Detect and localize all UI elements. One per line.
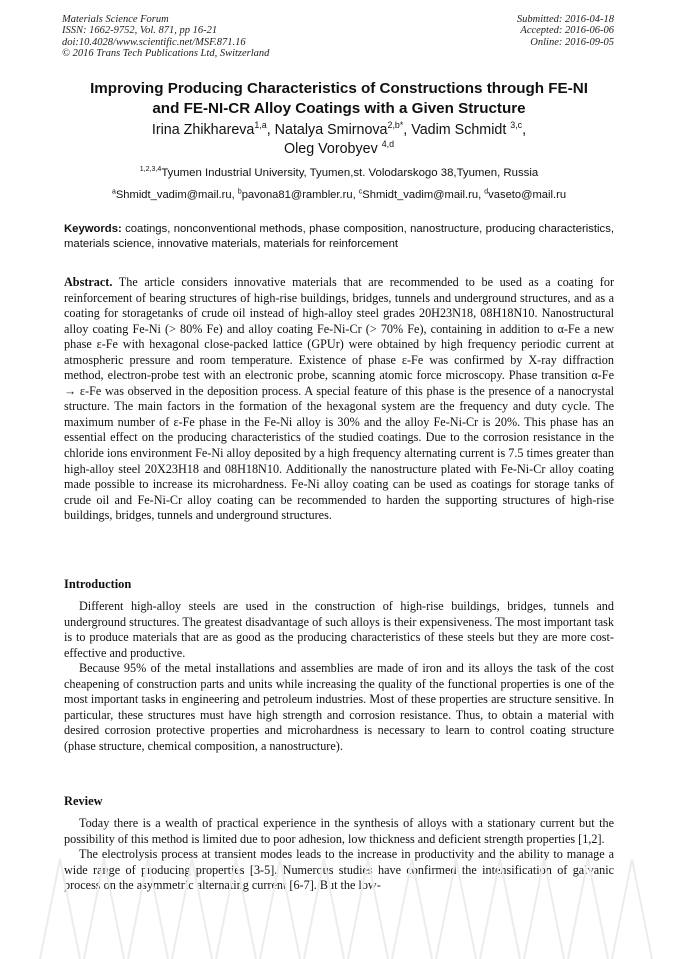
introduction-heading: Introduction [64,577,132,591]
watermark-stroke [348,859,388,959]
email-address: Shmidt_vadim@mail.ru, [115,189,238,201]
author-name: Vadim Schmidt [411,122,511,138]
author-affiliation-mark: 2,b* [387,120,404,131]
doi-line: doi:10.4028/www.scientific.net/MSF.871.16 [62,36,246,48]
watermark-graphic [0,819,678,959]
author-name: Natalya Smirnova [274,122,388,138]
author-list [70,121,608,158]
accepted-date: Accepted: 2016-06-06 [520,25,614,37]
watermark-stroke [568,859,608,959]
paragraph: The electrolysis process at transient modes leads to the increase in productivity and the ability to manage a wide range of producing properties [3-5]. Numerous studies have confirmed the intensification of galvanic process on the asymmetric alternating current [6-7]. But the low- [64,847,614,893]
affiliation-mark: 1,2,3,4 [139,166,162,174]
author-affiliation-mark: 1,a [254,120,267,131]
paper-title [40,79,638,118]
watermark-stroke [40,859,80,959]
paragraph: Because 95% of the metal installations and assemblies are made of iron and its alloys the task of the cost cheapening of construction parts and units while increasing the quality of the functional properties is one of the most important tasks in engineering and petroleum industries. Most of these properties are structure sensitive. In particular, these structures must have high strength and corrosion resistance. Thus, to obtain a material with desired corrosion protective properties and microhardness is necessary to learn to control coating structure (phase structure, chemical composition, a nanostructure). [64,661,614,753]
paragraph: Different high-alloy steels are used in the construction of high-rise buildings, bridges, tunnels and underground structures. The greatest disadvantage of such alloys is their expensiveness. The most important task is to produce materials that are as good as the producing characteristics of these steels but they are more cost-effective and productive. [64,599,614,660]
abstract-text: The article considers innovative materials that are recommended to be used as a coating for reinforcement of bearing structures of high-rise buildings, bridges, tunnels and underground structures, and as a coating for storagetanks of crude oil instead of high-alloy steel grades 20H23N18, 08H18N10. Nanostructural alloy coating Fe-Ni (> 80% Fe) and alloy coating Fe-Ni-Cr (> 70% Fe), containing in addition to α-Fe a new phase ε-Fe with hexagonal close-packed lattice (GPUr) were obtained by high frequency periodic current at atmospheric pressure and room temperature. Existence of phase ε-Fe was confirmed by X-ray diffraction method, electron-probe test with an electronic probe, scanning atomic force microscopy. Phase transition α-Fe → ε-Fe was observed in the deposition process. A special feature of this phase is the presence of a nanocrystal structure. The main factors in the formation of the hexagonal system are the frequency and duty cycle. The maximum number of ε-Fe phase in the Fe-Ni alloy is 30% and the alloy Fe-Ni-Cr is 20%. This phase has an essential effect on the producing characteristics of the studied coatings. Due to the corrosion resistance in the chloride ions environment Fe-Ni alloy deposited by a high frequency alternating current is 7.5 times greater than high-alloy steel 20X23H18 and 08H18N10. Additionally the nanostructure plated with Fe-Ni-Cr alloy coating made possible to increase its microhardness. Fe-Ni alloy coating can be used as coatings for storage tanks of crude oil and Fe-Ni-Cr alloy coating can be recommended to harden the supporting structures of high-rise buildings, bridges, tunnels and underground structures. [64,275,614,523]
watermark-stroke [216,859,256,959]
email-mark: a [111,188,116,196]
paragraph: Today there is a wealth of practical experience in the synthesis of alloys with a stationary current but the possibility of this method is limited due to poor adhesion, low thickness and deficient strength properties [1,2]. [64,816,614,846]
copyright-line: © 2016 Trans Tech Publications Ltd, Switzerland [62,48,270,60]
affiliation-text: Tyumen Industrial University, Tyumen,st. Volodarskogo 38,Tyumen, Russia [161,167,539,179]
keywords-label: Keywords: [64,223,122,235]
watermark-stroke [524,859,564,959]
issn-line: ISSN: 1662-9752, Vol. 871, pp 16-21 [62,25,218,37]
keywords-text: coatings, nonconventional methods, phase composition, nanostructure, producing characteristics, materials science, innovative materials, materials for reinforcement [64,223,614,250]
author-separator: , [403,122,412,138]
title-line-2: and FE-NI-CR Alloy Coatings with a Given Structure [152,99,526,117]
email-address: vaseto@mail.ru [488,189,567,201]
email-address: Shmidt_vadim@mail.ru, [362,189,485,201]
introduction-body [64,599,614,754]
watermark-stroke [304,859,344,959]
watermark-stroke [84,859,124,959]
online-date: Online: 2016-09-05 [530,36,614,48]
abstract [64,275,614,524]
submitted-date: Submitted: 2016-04-18 [516,14,614,25]
watermark-stroke [436,859,476,959]
author-affiliation-mark: 3,c [510,120,523,131]
email-mark: c [358,188,363,196]
author-name: Irina Zhikhareva [151,122,255,138]
abstract-label: Abstract. [64,275,113,289]
watermark-stroke [128,859,168,959]
email-list [40,188,638,202]
watermark-stroke [172,859,212,959]
keywords [64,222,614,251]
watermark-stroke [480,859,520,959]
author-separator: , [522,122,527,138]
watermark-stroke [392,859,432,959]
email-mark: b [237,188,242,196]
email-address: pavona81@rambler.ru, [241,189,359,201]
publication-info [62,14,269,60]
email-mark: d [484,188,489,196]
journal-name: Materials Science Forum [62,14,169,25]
author-separator: , [266,122,275,138]
watermark-stroke [612,859,652,959]
watermark-stroke [260,859,300,959]
author-affiliation-mark: 4,d [381,138,395,149]
author-name: Oleg Vorobyev [283,140,382,157]
publication-dates [517,14,614,48]
review-heading: Review [64,794,103,808]
affiliation [40,166,638,180]
title-line-1: Improving Producing Characteristics of Constructions through FE-NI [90,80,588,97]
